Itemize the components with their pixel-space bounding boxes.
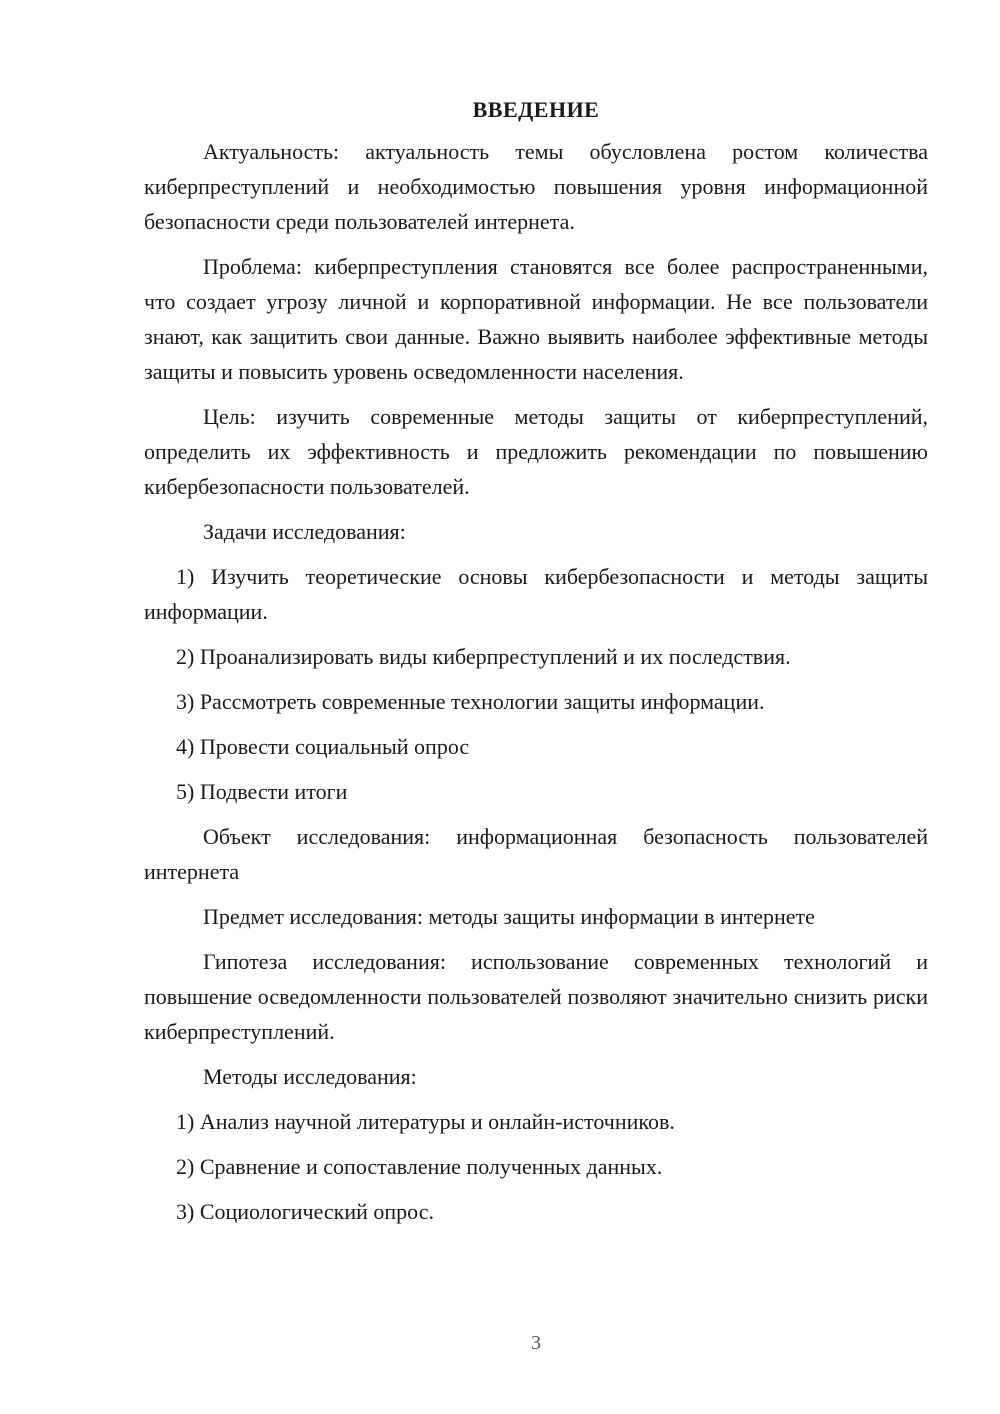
task-item-4: 4) Провести социальный опрос <box>176 734 470 759</box>
method-item-2: 2) Сравнение и сопоставление полученных данных. <box>176 1154 663 1179</box>
task-item-1: 1) Изучить теоретические основы кибербезопасности и методы защиты информации. <box>144 564 928 624</box>
task-item-2: 2) Проанализировать виды киберпреступлений и их последствия. <box>176 644 791 669</box>
section-heading: ВВЕДЕНИЕ <box>472 97 600 122</box>
methods-title: Методы исследования: <box>203 1064 417 1089</box>
subject-paragraph: Предмет исследования: методы защиты информации в интернете <box>203 904 815 929</box>
page-number: 3 <box>531 1332 541 1354</box>
object-paragraph: Объект исследования: информационная безопасность пользователей интернета <box>144 824 928 884</box>
method-item-1: 1) Анализ научной литературы и онлайн-источников. <box>176 1109 675 1134</box>
task-item-5: 5) Подвести итоги <box>176 779 348 804</box>
goal-paragraph: Цель: изучить современные методы защиты от киберпреступлений, определить их эффективность и предложить рекомендации по повышению кибербезопасности пользователей. <box>144 404 928 499</box>
hypothesis-paragraph: Гипотеза исследования: использование современных технологий и повышение осведомленности пользователей позволяют значительно снизить риски киберпреступлений. <box>144 949 928 1044</box>
problem-paragraph: Проблема: киберпреступления становятся все более распространенными, что создает угрозу личной и корпоративной информации. Не все пользователи знают, как защитить свои данные. Важно выявить наиболее эффективные методы защиты и повысить уровень осведомленности населения. <box>144 254 928 384</box>
task-item-3: 3) Рассмотреть современные технологии защиты информации. <box>176 689 765 714</box>
page-content <box>144 92 928 1229</box>
method-item-3: 3) Социологический опрос. <box>176 1199 434 1224</box>
relevance-paragraph: Актуальность: актуальность темы обусловлена ростом количества киберпреступлений и необходимостью повышения уровня информационной безопасности среди пользователей интернета. <box>144 139 928 234</box>
tasks-title: Задачи исследования: <box>203 519 406 544</box>
